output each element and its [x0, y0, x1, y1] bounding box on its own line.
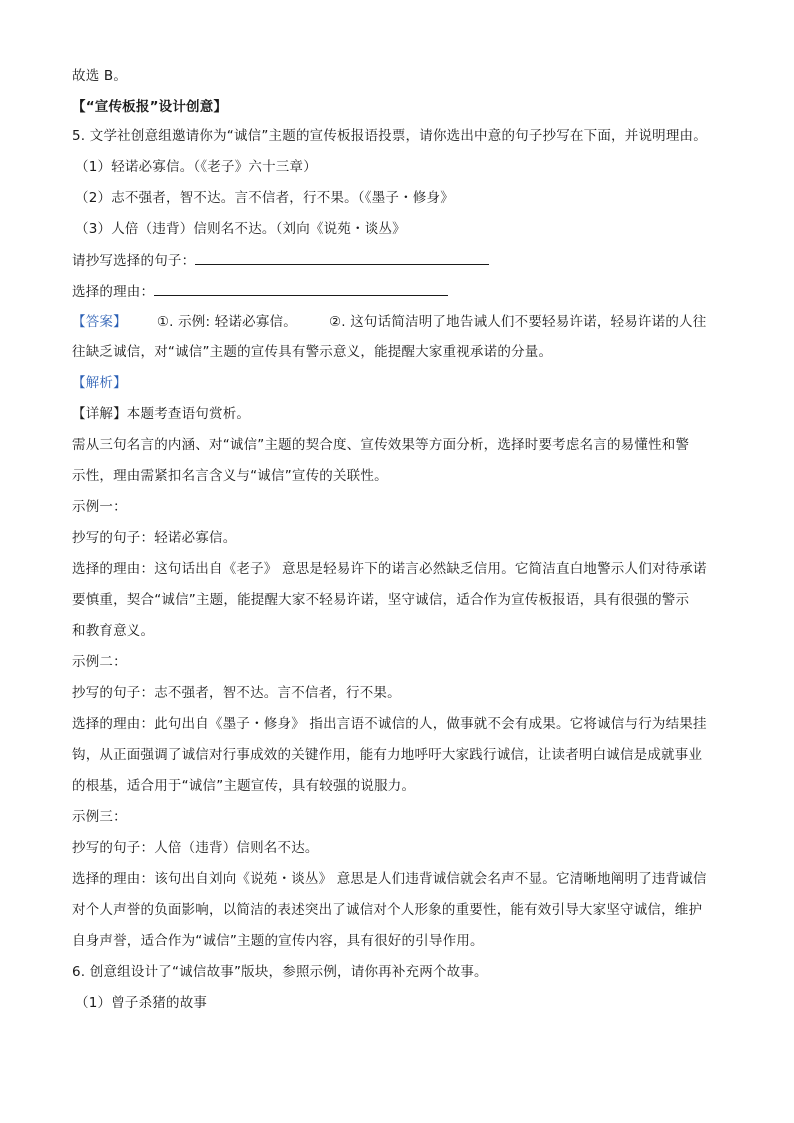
section-heading: 【“宣传板报”设计创意】 [72, 99, 228, 115]
copy-sentence-blank [195, 250, 489, 265]
example-1-sentence: 抄写的句子：轻诺必寡信。 [72, 530, 237, 546]
example-3-label: 示例三： [72, 809, 127, 825]
option-2: （2）志不强者，智不达。言不信者，行不果。（《墨子・修身》 [75, 190, 454, 206]
example-1-reason: 和教育意义。 [72, 623, 155, 639]
example-3-reason: 自身声誉，适合作为“诚信”主题的宣传内容，具有很好的引导作用。 [72, 933, 484, 949]
example-3-sentence: 抄写的句子：人倍（违背）信则名不达。 [72, 840, 319, 856]
example-2-label: 示例二： [72, 654, 127, 670]
answer-choice-line: 故选 B。 [72, 68, 128, 84]
example-3-reason: 选择的理由：该句出自刘向《说苑・谈丛》 意思是人们违背诚信就会名声不显。它清晰地阐明了违背诚信 [72, 871, 707, 887]
explanation-line: 需从三句名言的内涵、对“诚信”主题的契合度、宣传效果等方面分析，选择时要考虑名言的易懂性和警 [72, 437, 690, 453]
reason-label: 选择的理由： [72, 284, 155, 300]
copy-sentence-row [72, 250, 489, 271]
example-1-label: 示例一： [72, 499, 127, 515]
option-3: （3）人倍（违背）信则名不达。（刘向《说苑・谈丛》 [75, 221, 406, 237]
analysis-tag: 【解析】 [72, 375, 127, 391]
example-2-reason: 钩，从正面强调了诚信对行事成效的关键作用，能有力地呼吁大家践行诚信，让读者明白诚信是成就事业 [72, 747, 703, 763]
question-5-prompt: 5. 文学社创意组邀请你为“诚信”主题的宣传板报语投票，请你选出中意的句子抄写在下面，并说明理由。 [72, 128, 707, 144]
copy-sentence-label: 请抄写选择的句子： [72, 253, 196, 269]
answer-part-2: ②. 这句话简洁明了地告诫人们不要轻易许诺，轻易许诺的人往 [328, 314, 707, 330]
example-3-reason: 对个人声誉的负面影响，以简洁的表述突出了诚信对个人形象的重要性，能有效引导大家坚守诚信，维护 [72, 902, 703, 918]
option-1: （1）轻诺必寡信。（《老子》六十三章） [75, 159, 317, 175]
story-1: （1）曾子杀猪的故事 [75, 995, 208, 1011]
answer-tag: 【答案】 [72, 314, 127, 330]
answer-part-1: ①. 示例: 轻诺必寡信。 [156, 314, 297, 330]
reason-row [72, 281, 448, 302]
example-2-sentence: 抄写的句子：志不强者，智不达。言不信者，行不果。 [72, 685, 401, 701]
answer-row [72, 312, 706, 332]
example-1-reason: 选择的理由：这句话出自《老子》 意思是轻易许下的诺言必然缺乏信用。它简洁直白地警示人们对待承诺 [72, 561, 707, 577]
example-1-reason: 要慎重，契合“诚信”主题，能提醒大家不轻易许诺，坚守诚信，适合作为宣传板报语，具有很强的警示 [72, 592, 690, 608]
detail-line: 【详解】本题考查语句赏析。 [72, 406, 251, 422]
reason-blank [154, 281, 448, 296]
example-2-reason: 的根基，适合用于“诚信”主题宣传，具有较强的说服力。 [72, 778, 416, 794]
question-6-prompt: 6. 创意组设计了“诚信故事”版块，参照示例，请你再补充两个故事。 [72, 964, 488, 980]
example-2-reason: 选择的理由：此句出自《墨子・修身》 指出言语不诚信的人，做事就不会有成果。它将诚信与行为结果挂 [72, 716, 707, 732]
explanation-line: 示性，理由需紧扣名言含义与“诚信”宣传的关联性。 [72, 468, 388, 484]
answer-continuation: 往缺乏诚信，对“诚信”主题的宣传具有警示意义，能提醒大家重视承诺的分量。 [72, 344, 553, 360]
